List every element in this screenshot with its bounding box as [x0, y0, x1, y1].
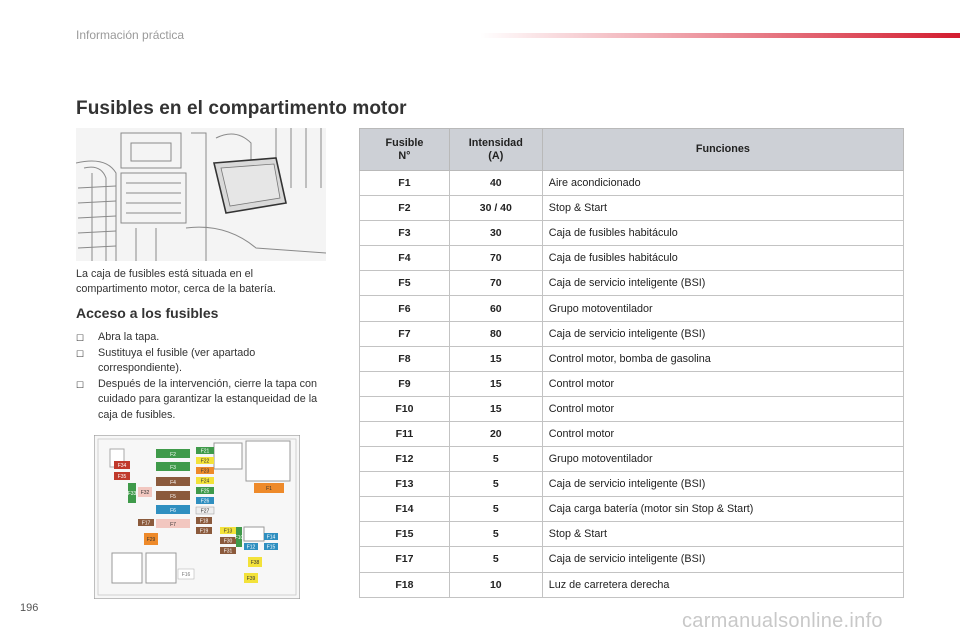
fuse-label: F13 [223, 528, 233, 535]
fuse-label: F2 [170, 452, 176, 458]
fuse-label: F3 [170, 465, 176, 471]
fuse-label: F1 [266, 486, 272, 492]
fuse-label: F18 [199, 518, 209, 525]
table-row: F8 15 Control motor, bomba de gasolina [360, 346, 904, 371]
access-section-title: Acceso a los fusibles [76, 305, 219, 321]
checkbox-bullet-icon: ☐ [76, 333, 85, 343]
fuse-label: F39 [246, 576, 256, 582]
fuse-label: F7 [170, 522, 176, 528]
table-row: F6 60 Grupo motoventilador [360, 296, 904, 321]
header-accent-bar [480, 33, 960, 38]
fuse-table [359, 128, 904, 598]
fuse-label: F38 [250, 560, 260, 566]
fuse-label: F6 [170, 508, 176, 514]
table-row: F2 30 / 40 Stop & Start [360, 196, 904, 221]
section-header: Información práctica [76, 28, 185, 42]
checkbox-bullet-icon: ☐ [76, 348, 85, 359]
fuse-label: F31 [223, 548, 233, 555]
table-row: F9 15 Control motor [360, 371, 904, 396]
fuse-label: F33 [127, 491, 137, 497]
header-fuse-number: Fusible N° [360, 129, 450, 171]
fuse-label: F5 [170, 494, 176, 500]
fuse-label: F23 [200, 468, 210, 475]
checkbox-bullet-icon: ☐ [76, 379, 85, 390]
fuse-label: F21 [200, 448, 210, 455]
intro-text: La caja de fusibles está situada en el compartimento motor, cerca de la batería. [76, 268, 276, 295]
fuse-label: F35 [117, 474, 127, 480]
access-steps-list [76, 330, 326, 423]
fuse-label: F14 [266, 534, 276, 541]
table-row: F14 5 Caja carga batería (motor sin Stop & Start) [360, 497, 904, 522]
fuse-label: F25 [200, 488, 210, 495]
fuse-label: F15 [266, 544, 276, 551]
watermark: carmanualsonline.info [682, 610, 883, 632]
page-number: 196 [20, 602, 39, 614]
table-row: F11 20 Control motor [360, 421, 904, 446]
table-row: F12 5 Grupo motoventilador [360, 447, 904, 472]
table-row: F7 80 Caja de servicio inteligente (BSI) [360, 321, 904, 346]
page-title: Fusibles en el compartimento motor [76, 98, 407, 119]
engine-compartment-photo [76, 128, 326, 261]
table-row: F18 10 Luz de carretera derecha [360, 572, 904, 597]
fuse-label: F17 [141, 520, 151, 527]
fuse-label: F24 [200, 478, 210, 485]
table-row: F10 15 Control motor [360, 396, 904, 421]
table-header-row [360, 129, 904, 171]
fuse-label: F34 [117, 463, 127, 469]
list-item: ☐ Sustituya el fusible (ver apartado correspondiente). [76, 346, 256, 374]
fuse-label: F4 [170, 480, 176, 486]
table-row: F5 70 Caja de servicio inteligente (BSI) [360, 271, 904, 296]
table-row: F17 5 Caja de servicio inteligente (BSI) [360, 547, 904, 572]
fuse-label: F27 [200, 508, 210, 515]
table-row: F15 5 Stop & Start [360, 522, 904, 547]
table-row: F3 30 Caja de fusibles habitáculo [360, 221, 904, 246]
list-item: ☐ Abra la tapa. [76, 330, 326, 346]
header-functions: Funciones [542, 129, 903, 171]
table-row: F1 40 Aire acondicionado [360, 171, 904, 196]
fuse-box-diagram [94, 435, 300, 599]
header-amperage: Intensidad (A) [449, 129, 542, 171]
fuse-label: F19 [199, 528, 209, 535]
list-item: ☐ Después de la intervención, cierre la tapa con cuidado para garantizar la estanqueidad de la caja de fusibles. [76, 377, 318, 421]
fuse-label: F22 [200, 458, 210, 465]
table-row: F13 5 Caja de servicio inteligente (BSI) [360, 472, 904, 497]
fuse-label: F29 [146, 537, 156, 543]
fuse-label: F16 [181, 572, 191, 578]
fuse-label: F10 [234, 535, 244, 541]
fuse-label: F32 [140, 490, 150, 496]
fuse-label: F12 [246, 544, 256, 551]
fuse-label: F30 [223, 538, 233, 545]
table-row: F4 70 Caja de fusibles habitáculo [360, 246, 904, 271]
fuse-label: F26 [200, 498, 210, 505]
